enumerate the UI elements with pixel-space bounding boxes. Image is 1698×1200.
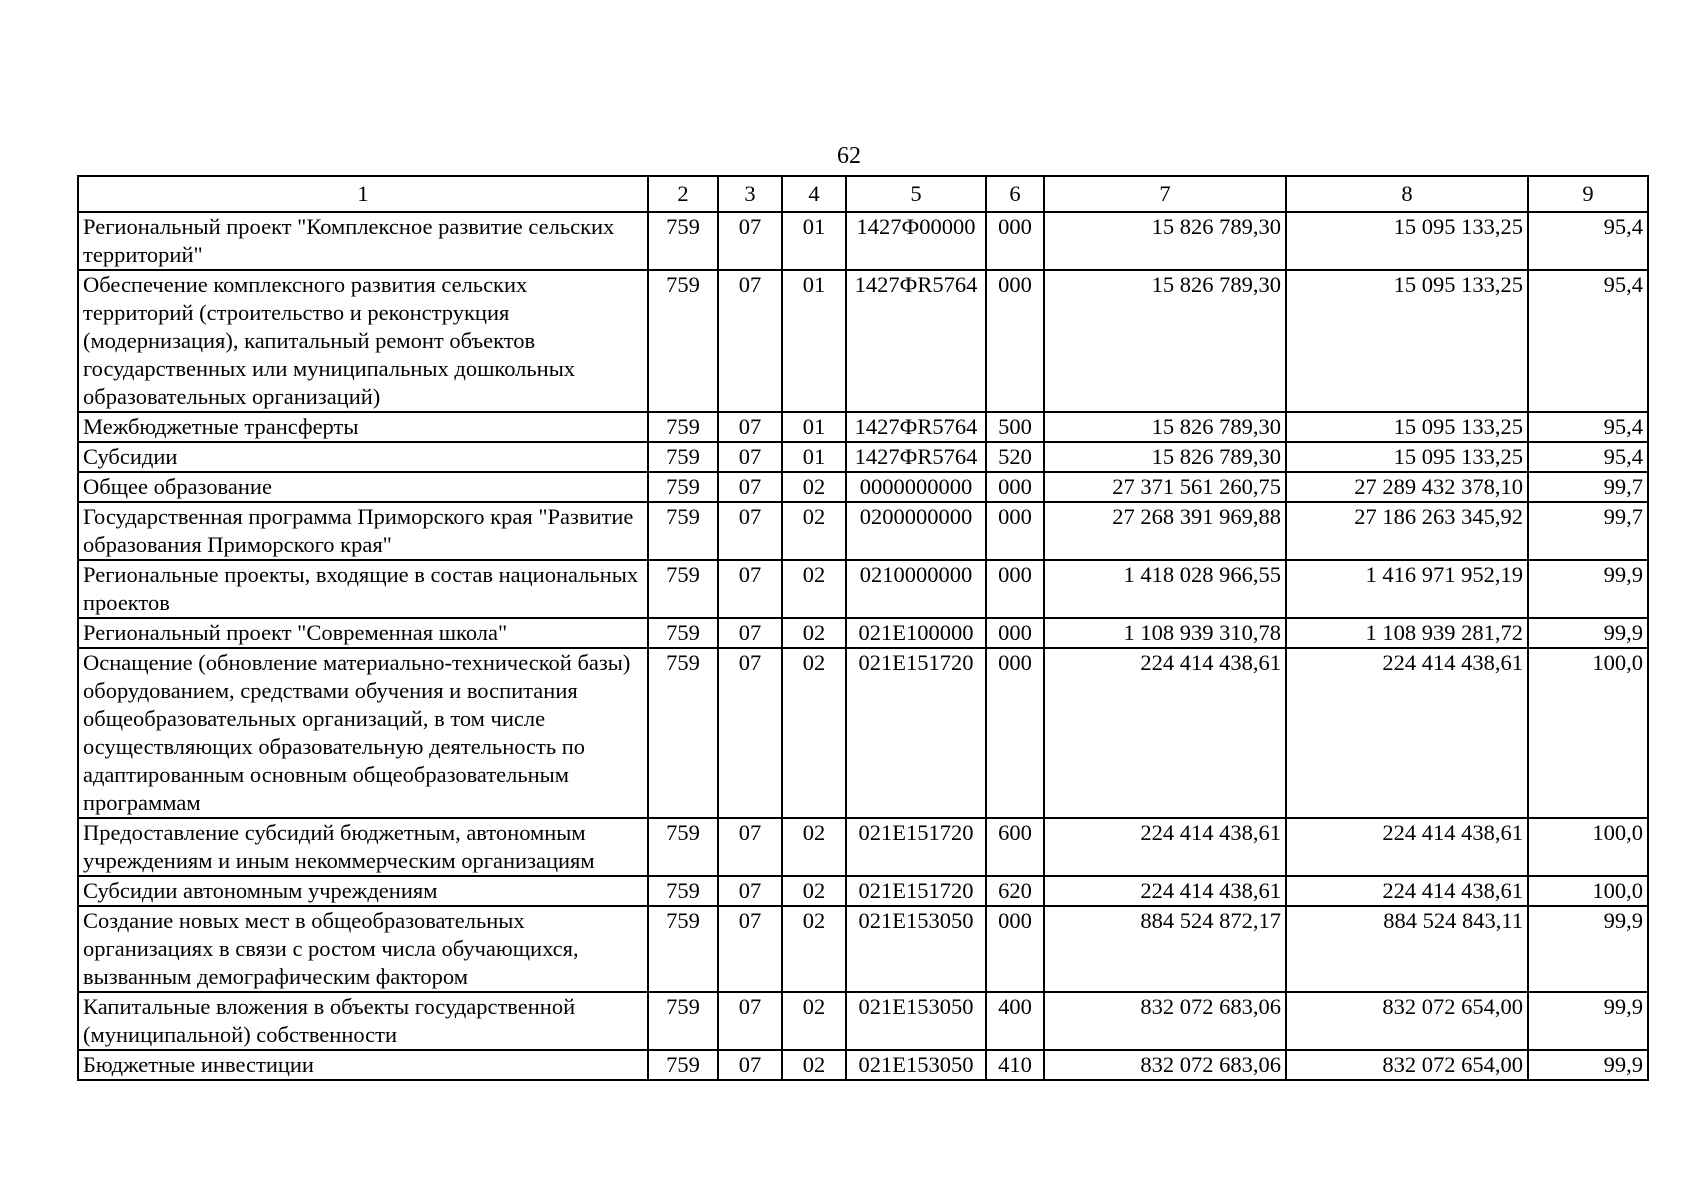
chapter-cell: 759 [648, 906, 718, 992]
table-row [78, 412, 1648, 442]
approved-amount-cell: 224 414 438,61 [1044, 648, 1286, 818]
approved-amount-cell: 15 826 789,30 [1044, 442, 1286, 472]
chapter-cell: 759 [648, 648, 718, 818]
approved-amount-cell: 224 414 438,61 [1044, 876, 1286, 906]
target-article-cell: 021E153050 [846, 992, 986, 1050]
target-article-cell: 021E153050 [846, 1050, 986, 1080]
column-header: 3 [718, 176, 782, 212]
table-body [78, 212, 1648, 1080]
row-name-cell: Создание новых мест в общеобразовательных организациях в связи с ростом числа обучающихся, вызванным демографическим фактором [78, 906, 648, 992]
section-cell: 07 [718, 618, 782, 648]
table-row [78, 992, 1648, 1050]
executed-amount-cell: 224 414 438,61 [1286, 818, 1528, 876]
expense-type-cell: 000 [986, 560, 1044, 618]
subsection-cell: 02 [782, 1050, 846, 1080]
target-article-cell: 021E151720 [846, 648, 986, 818]
approved-amount-cell: 15 826 789,30 [1044, 212, 1286, 270]
row-name-cell: Обеспечение комплексного развития сельских территорий (строительство и реконструкция (модернизация), капитальный ремонт объектов государственных или муниципальных дошкольных образовательных организаций) [78, 270, 648, 412]
section-cell: 07 [718, 472, 782, 502]
approved-amount-cell: 884 524 872,17 [1044, 906, 1286, 992]
expense-type-cell: 620 [986, 876, 1044, 906]
row-name-cell: Региональный проект "Комплексное развитие сельских территорий" [78, 212, 648, 270]
row-name-cell: Субсидии [78, 442, 648, 472]
subsection-cell: 02 [782, 906, 846, 992]
column-header: 6 [986, 176, 1044, 212]
target-article-cell: 021E151720 [846, 876, 986, 906]
table-row [78, 212, 1648, 270]
execution-percent-cell: 95,4 [1528, 442, 1648, 472]
expense-type-cell: 000 [986, 212, 1044, 270]
executed-amount-cell: 1 108 939 281,72 [1286, 618, 1528, 648]
execution-percent-cell: 95,4 [1528, 212, 1648, 270]
section-cell: 07 [718, 270, 782, 412]
executed-amount-cell: 15 095 133,25 [1286, 412, 1528, 442]
execution-percent-cell: 95,4 [1528, 412, 1648, 442]
execution-percent-cell: 99,9 [1528, 906, 1648, 992]
execution-percent-cell: 99,9 [1528, 992, 1648, 1050]
approved-amount-cell: 27 268 391 969,88 [1044, 502, 1286, 560]
subsection-cell: 02 [782, 472, 846, 502]
execution-percent-cell: 100,0 [1528, 818, 1648, 876]
expense-type-cell: 000 [986, 618, 1044, 648]
table-row [78, 618, 1648, 648]
expense-type-cell: 410 [986, 1050, 1044, 1080]
expense-type-cell: 000 [986, 906, 1044, 992]
row-name-cell: Региональный проект "Современная школа" [78, 618, 648, 648]
execution-percent-cell: 99,7 [1528, 472, 1648, 502]
row-name-cell: Региональные проекты, входящие в состав национальных проектов [78, 560, 648, 618]
section-cell: 07 [718, 412, 782, 442]
section-cell: 07 [718, 560, 782, 618]
subsection-cell: 02 [782, 992, 846, 1050]
expense-type-cell: 600 [986, 818, 1044, 876]
section-cell: 07 [718, 442, 782, 472]
executed-amount-cell: 224 414 438,61 [1286, 876, 1528, 906]
approved-amount-cell: 15 826 789,30 [1044, 270, 1286, 412]
approved-amount-cell: 832 072 683,06 [1044, 992, 1286, 1050]
subsection-cell: 02 [782, 618, 846, 648]
expense-type-cell: 000 [986, 502, 1044, 560]
chapter-cell: 759 [648, 472, 718, 502]
budget-table [77, 175, 1649, 1081]
chapter-cell: 759 [648, 442, 718, 472]
row-name-cell: Субсидии автономным учреждениям [78, 876, 648, 906]
column-header: 4 [782, 176, 846, 212]
subsection-cell: 02 [782, 560, 846, 618]
approved-amount-cell: 224 414 438,61 [1044, 818, 1286, 876]
chapter-cell: 759 [648, 876, 718, 906]
chapter-cell: 759 [648, 1050, 718, 1080]
approved-amount-cell: 1 108 939 310,78 [1044, 618, 1286, 648]
section-cell: 07 [718, 502, 782, 560]
row-name-cell: Капитальные вложения в объекты государственной (муниципальной) собственности [78, 992, 648, 1050]
chapter-cell: 759 [648, 412, 718, 442]
table-row [78, 442, 1648, 472]
table-row [78, 648, 1648, 818]
executed-amount-cell: 15 095 133,25 [1286, 270, 1528, 412]
target-article-cell: 1427ФR5764 [846, 270, 986, 412]
table-row [78, 270, 1648, 412]
target-article-cell: 021E151720 [846, 818, 986, 876]
target-article-cell: 021E100000 [846, 618, 986, 648]
approved-amount-cell: 832 072 683,06 [1044, 1050, 1286, 1080]
target-article-cell: 021E153050 [846, 906, 986, 992]
subsection-cell: 02 [782, 876, 846, 906]
table-row [78, 560, 1648, 618]
column-header: 9 [1528, 176, 1648, 212]
column-header: 7 [1044, 176, 1286, 212]
expense-type-cell: 400 [986, 992, 1044, 1050]
table-row [78, 818, 1648, 876]
executed-amount-cell: 832 072 654,00 [1286, 1050, 1528, 1080]
table-row [78, 876, 1648, 906]
subsection-cell: 01 [782, 442, 846, 472]
subsection-cell: 01 [782, 412, 846, 442]
executed-amount-cell: 27 289 432 378,10 [1286, 472, 1528, 502]
row-name-cell: Межбюджетные трансферты [78, 412, 648, 442]
executed-amount-cell: 15 095 133,25 [1286, 212, 1528, 270]
executed-amount-cell: 832 072 654,00 [1286, 992, 1528, 1050]
section-cell: 07 [718, 648, 782, 818]
header-row [78, 176, 1648, 212]
table-row [78, 472, 1648, 502]
row-name-cell: Бюджетные инвестиции [78, 1050, 648, 1080]
table-row [78, 906, 1648, 992]
expense-type-cell: 000 [986, 648, 1044, 818]
table-row [78, 502, 1648, 560]
expense-type-cell: 000 [986, 472, 1044, 502]
section-cell: 07 [718, 906, 782, 992]
section-cell: 07 [718, 992, 782, 1050]
table-row [78, 1050, 1648, 1080]
subsection-cell: 01 [782, 212, 846, 270]
row-name-cell: Оснащение (обновление материально-технической базы) оборудованием, средствами обучения и воспитания общеобразовательных организаций, в том числе осуществляющих образовательную деятельность по адаптированным основным общеобразовательным программам [78, 648, 648, 818]
row-name-cell: Государственная программа Приморского края "Развитие образования Приморского края" [78, 502, 648, 560]
subsection-cell: 02 [782, 648, 846, 818]
target-article-cell: 1427Ф00000 [846, 212, 986, 270]
target-article-cell: 0000000000 [846, 472, 986, 502]
approved-amount-cell: 27 371 561 260,75 [1044, 472, 1286, 502]
executed-amount-cell: 1 416 971 952,19 [1286, 560, 1528, 618]
column-header: 1 [78, 176, 648, 212]
execution-percent-cell: 100,0 [1528, 876, 1648, 906]
expense-type-cell: 000 [986, 270, 1044, 412]
subsection-cell: 02 [782, 502, 846, 560]
subsection-cell: 01 [782, 270, 846, 412]
target-article-cell: 0210000000 [846, 560, 986, 618]
executed-amount-cell: 27 186 263 345,92 [1286, 502, 1528, 560]
target-article-cell: 1427ФR5764 [846, 442, 986, 472]
target-article-cell: 1427ФR5764 [846, 412, 986, 442]
chapter-cell: 759 [648, 618, 718, 648]
column-header: 5 [846, 176, 986, 212]
approved-amount-cell: 1 418 028 966,55 [1044, 560, 1286, 618]
execution-percent-cell: 99,9 [1528, 1050, 1648, 1080]
section-cell: 07 [718, 212, 782, 270]
execution-percent-cell: 100,0 [1528, 648, 1648, 818]
column-header: 8 [1286, 176, 1528, 212]
column-header: 2 [648, 176, 718, 212]
chapter-cell: 759 [648, 502, 718, 560]
section-cell: 07 [718, 876, 782, 906]
subsection-cell: 02 [782, 818, 846, 876]
execution-percent-cell: 99,9 [1528, 618, 1648, 648]
target-article-cell: 0200000000 [846, 502, 986, 560]
expense-type-cell: 520 [986, 442, 1044, 472]
execution-percent-cell: 99,7 [1528, 502, 1648, 560]
expense-type-cell: 500 [986, 412, 1044, 442]
page-number: 62 [837, 143, 861, 169]
chapter-cell: 759 [648, 212, 718, 270]
execution-percent-cell: 95,4 [1528, 270, 1648, 412]
chapter-cell: 759 [648, 270, 718, 412]
chapter-cell: 759 [648, 818, 718, 876]
execution-percent-cell: 99,9 [1528, 560, 1648, 618]
executed-amount-cell: 15 095 133,25 [1286, 442, 1528, 472]
approved-amount-cell: 15 826 789,30 [1044, 412, 1286, 442]
executed-amount-cell: 884 524 843,11 [1286, 906, 1528, 992]
section-cell: 07 [718, 818, 782, 876]
chapter-cell: 759 [648, 560, 718, 618]
chapter-cell: 759 [648, 992, 718, 1050]
section-cell: 07 [718, 1050, 782, 1080]
executed-amount-cell: 224 414 438,61 [1286, 648, 1528, 818]
row-name-cell: Предоставление субсидий бюджетным, автономным учреждениям и иным некоммерческим организациям [78, 818, 648, 876]
row-name-cell: Общее образование [78, 472, 648, 502]
